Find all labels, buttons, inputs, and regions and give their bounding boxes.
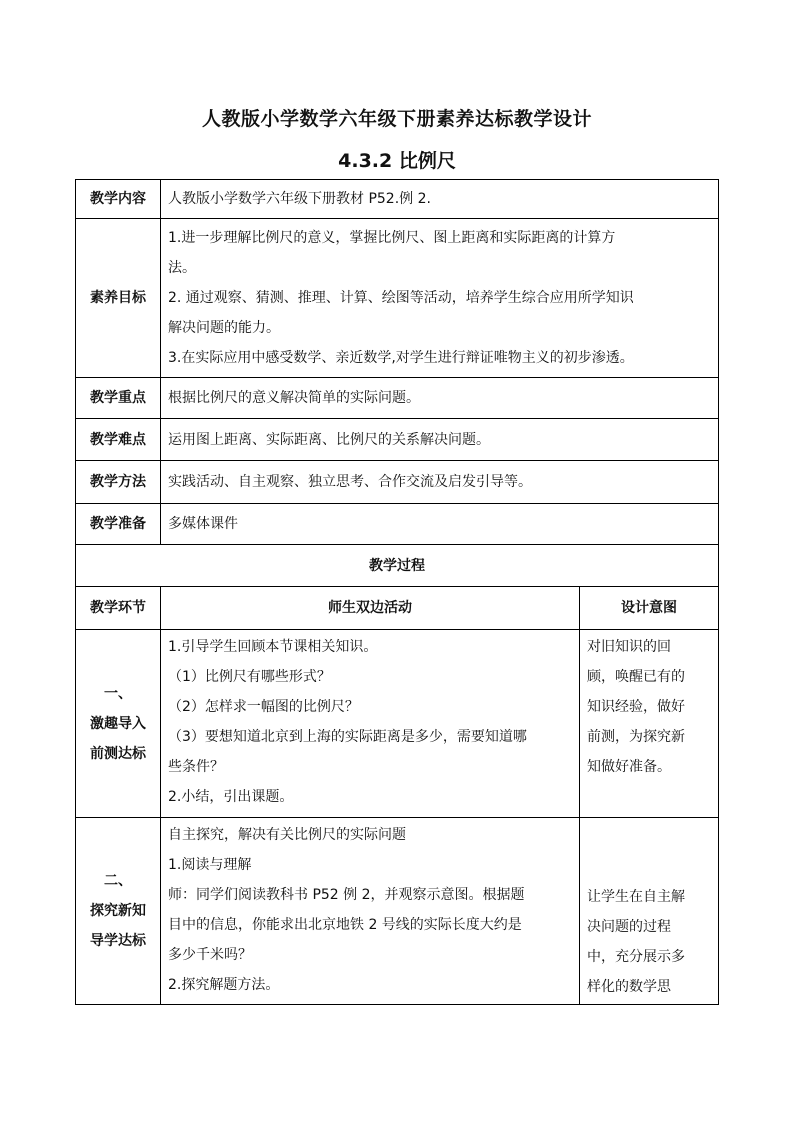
stage-2-name: 探究新知	[90, 903, 146, 919]
stage-2-num: 二、	[104, 873, 132, 889]
activity-line: 2.小结，引出课题。	[168, 789, 294, 805]
intent-line: 中，充分展示多	[587, 949, 685, 965]
value-method: 实践活动、自主观察、独立思考、合作交流及启发引导等。	[161, 461, 719, 504]
stage-1-num: 一、	[104, 685, 132, 702]
value-key: 根据比例尺的意义解决简单的实际问题。	[161, 378, 719, 419]
activity-line: 2.探究解题方法。	[168, 977, 280, 993]
activity-line: 师：同学们阅读教科书 P52 例 2，并观察示意图。根据题	[168, 887, 525, 903]
intent-line: 顾，唤醒已有的	[587, 669, 685, 685]
row-content	[76, 180, 719, 219]
intent-line: 知识经验，做好	[587, 699, 685, 715]
stage-1-label	[76, 630, 161, 818]
row-stage-2	[76, 818, 719, 1005]
activity-line: 1.引导学生回顾本节课相关知识。	[168, 639, 378, 655]
value-goals	[161, 219, 719, 378]
row-stage-1	[76, 630, 719, 818]
goal-line: 法。	[168, 260, 196, 276]
process-title: 教学过程	[76, 545, 719, 587]
document-title: 人教版小学数学六年级下册素养达标教学设计	[201, 108, 592, 130]
goal-line: 解决问题的能力。	[168, 320, 280, 336]
row-method	[76, 461, 719, 504]
goal-line: 3.在实际应用中感受数学、亲近数学,对学生进行辩证唯物主义的初步渗透。	[168, 350, 634, 366]
header-activity: 师生双边活动	[161, 587, 580, 630]
row-difficulty	[76, 419, 719, 461]
intent-line: 让学生在自主解	[587, 889, 685, 905]
label-difficulty: 教学难点	[76, 419, 161, 461]
header-intent: 设计意图	[580, 587, 719, 630]
intent-line: 样化的数学思	[587, 979, 671, 995]
stage-1-name: 激趣导入	[90, 715, 146, 732]
value-difficulty: 运用图上距离、实际距离、比例尺的关系解决问题。	[161, 419, 719, 461]
label-key: 教学重点	[76, 378, 161, 419]
label-prep: 教学准备	[76, 504, 161, 545]
stage-1-intent	[580, 630, 719, 818]
value-prep: 多媒体课件	[161, 504, 719, 545]
stage-2-label	[76, 818, 161, 1005]
activity-line: 1.阅读与理解	[168, 857, 252, 873]
intent-line: 决问题的过程	[587, 919, 671, 935]
header-stage: 教学环节	[76, 587, 161, 630]
lesson-plan-table	[75, 179, 719, 1005]
activity-line: 多少千米吗？	[168, 947, 252, 963]
label-goals: 素养目标	[76, 219, 161, 378]
intent-line: 对旧知识的回	[587, 639, 671, 655]
stage-2-intent	[580, 818, 719, 1005]
stage-1-name: 前测达标	[90, 745, 146, 762]
row-prep	[76, 504, 719, 545]
row-key	[76, 378, 719, 419]
activity-line: （1）比例尺有哪些形式？	[168, 669, 331, 685]
lesson-subtitle: 4.3.2 比例尺	[338, 150, 456, 172]
label-content: 教学内容	[76, 180, 161, 219]
intent-line: 前测，为探究新	[587, 729, 685, 745]
row-goals	[76, 219, 719, 378]
row-process-title	[76, 545, 719, 587]
stage-2-activity	[161, 818, 580, 1005]
activity-line: 些条件？	[168, 759, 224, 775]
intent-line: 知做好准备。	[587, 759, 671, 775]
label-method: 教学方法	[76, 461, 161, 504]
stage-2-name: 导学达标	[90, 933, 146, 949]
activity-line: 自主探究，解决有关比例尺的实际问题	[168, 827, 406, 843]
goal-line: 2. 通过观察、猜测、推理、计算、绘图等活动，培养学生综合应用所学知识	[168, 290, 634, 306]
value-content: 人教版小学数学六年级下册教材 P52.例 2.	[161, 180, 719, 219]
goal-line: 1.进一步理解比例尺的意义，掌握比例尺、图上距离和实际距离的计算方	[168, 230, 616, 246]
activity-line: （3）要想知道北京到上海的实际距离是多少，需要知道哪	[168, 729, 527, 745]
activity-line: （2）怎样求一幅图的比例尺？	[168, 699, 359, 715]
activity-line: 目中的信息，你能求出北京地铁 2 号线的实际长度大约是	[168, 917, 522, 933]
stage-1-activity	[161, 630, 580, 818]
row-process-headers	[76, 587, 719, 630]
